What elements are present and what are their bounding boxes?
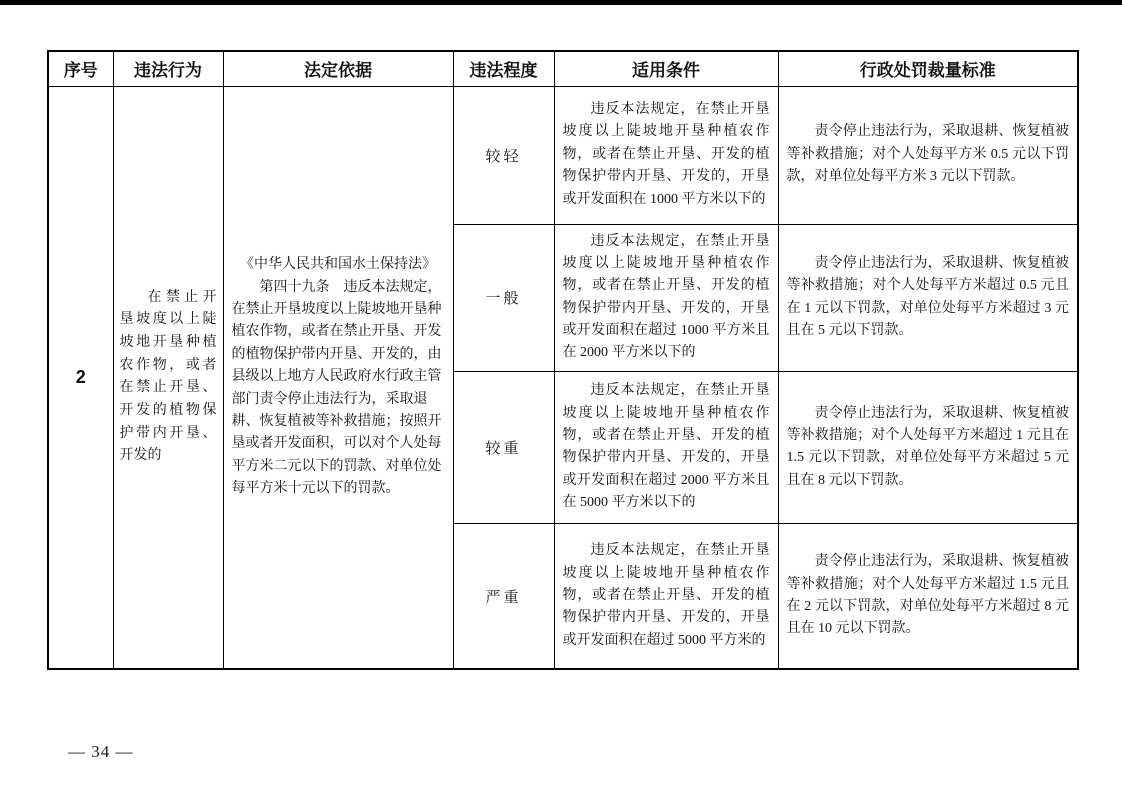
cell-degree: 较重	[453, 371, 554, 523]
table-header-row	[48, 51, 1078, 86]
condition-text: 违反本法规定，在禁止开垦坡度以上陡坡地开垦种植农作物，或者在禁止开垦、开发的植物保护带内开垦、开发的，开垦或开发面积在 1000 平方米以下的	[562, 102, 770, 207]
page-top-edge	[0, 0, 1122, 5]
cell-degree: 较轻	[453, 86, 554, 224]
condition-text: 违反本法规定，在禁止开垦坡度以上陡坡地开垦种植农作物，或者在禁止开垦、开发的植物保护带内开垦、开发的，开垦或开发面积在超过 2000 平方米且在 5000 平方米以下的	[562, 383, 770, 511]
cell-penalty	[778, 371, 1078, 523]
cell-penalty	[778, 523, 1078, 669]
header-condition: 适用条件	[554, 51, 778, 86]
cell-condition	[554, 371, 778, 523]
cell-degree: 严重	[453, 523, 554, 669]
cell-legal-basis	[223, 86, 453, 669]
legal-basis-body: 第四十九条 违反本法规定，在禁止开垦坡度以上陡坡地开垦种植农作物，或者在禁止开垦、开发的植物保护带内开垦、开发的，由县级以上地方人民政府水行政主管部门责令停止违法行为，采取退耕、恢复植被等补救措施；按照开垦或者开发面积，可以对个人处每平方米二元以下的罚款、对单位处每平方米十元以下的罚款。	[231, 279, 442, 497]
table-row	[48, 86, 1078, 224]
cell-condition	[554, 224, 778, 371]
header-serial: 序号	[48, 51, 113, 86]
cell-penalty	[778, 224, 1078, 371]
penalty-discretion-table	[47, 50, 1079, 670]
penalty-text: 责令停止违法行为，采取退耕、恢复植被等补救措施；对个人处每平方米超过 1 元且在 1.5 元以下罚款，对单位处每平方米超过 5 元且在 8 元以下罚款。	[786, 405, 1069, 488]
header-penalty-standard: 行政处罚裁量标准	[778, 51, 1078, 86]
cell-penalty	[778, 86, 1078, 224]
page-number: — 34 —	[68, 742, 134, 761]
cell-condition	[554, 86, 778, 224]
penalty-text: 责令停止违法行为，采取退耕、恢复植被等补救措施；对个人处每平方米 0.5 元以下罚款，对单位处每平方米 3 元以下罚款。	[786, 124, 1069, 185]
condition-text: 违反本法规定，在禁止开垦坡度以上陡坡地开垦种植农作物，或者在禁止开垦、开发的植物保护带内开垦、开发的，开垦或开发面积在超过 1000 平方米且在 2000 平方米以下的	[562, 233, 770, 361]
legal-basis-title: 《中华人民共和国水土保持法》	[240, 257, 436, 273]
header-behavior: 违法行为	[113, 51, 223, 86]
condition-text: 违反本法规定，在禁止开垦坡度以上陡坡地开垦种植农作物，或者在禁止开垦、开发的植物保护带内开垦、开发的，开垦或开发面积在超过 5000 平方米的	[562, 543, 770, 648]
cell-condition	[554, 523, 778, 669]
penalty-text: 责令停止违法行为，采取退耕、恢复植被等补救措施；对个人处每平方米超过 0.5 元且在 1 元以下罚款，对单位处每平方米超过 3 元且在 5 元以下罚款。	[786, 255, 1069, 339]
cell-illegal-behavior	[113, 86, 223, 669]
header-degree: 违法程度	[453, 51, 554, 86]
cell-degree: 一般	[453, 224, 554, 371]
penalty-text: 责令停止违法行为，采取退耕、恢复植被等补救措施；对个人处每平方米超过 1.5 元且在 2 元以下罚款，对单位处每平方米超过 8 元且在 10 元以下罚款。	[786, 554, 1069, 637]
header-legal-basis: 法定依据	[223, 51, 453, 86]
cell-serial-number: 2	[48, 86, 113, 669]
behavior-text: 在禁止开垦坡度以上陡坡地开垦种植农作物，或者在禁止开垦、开发的植物保护带内开垦、开发的	[119, 289, 217, 464]
